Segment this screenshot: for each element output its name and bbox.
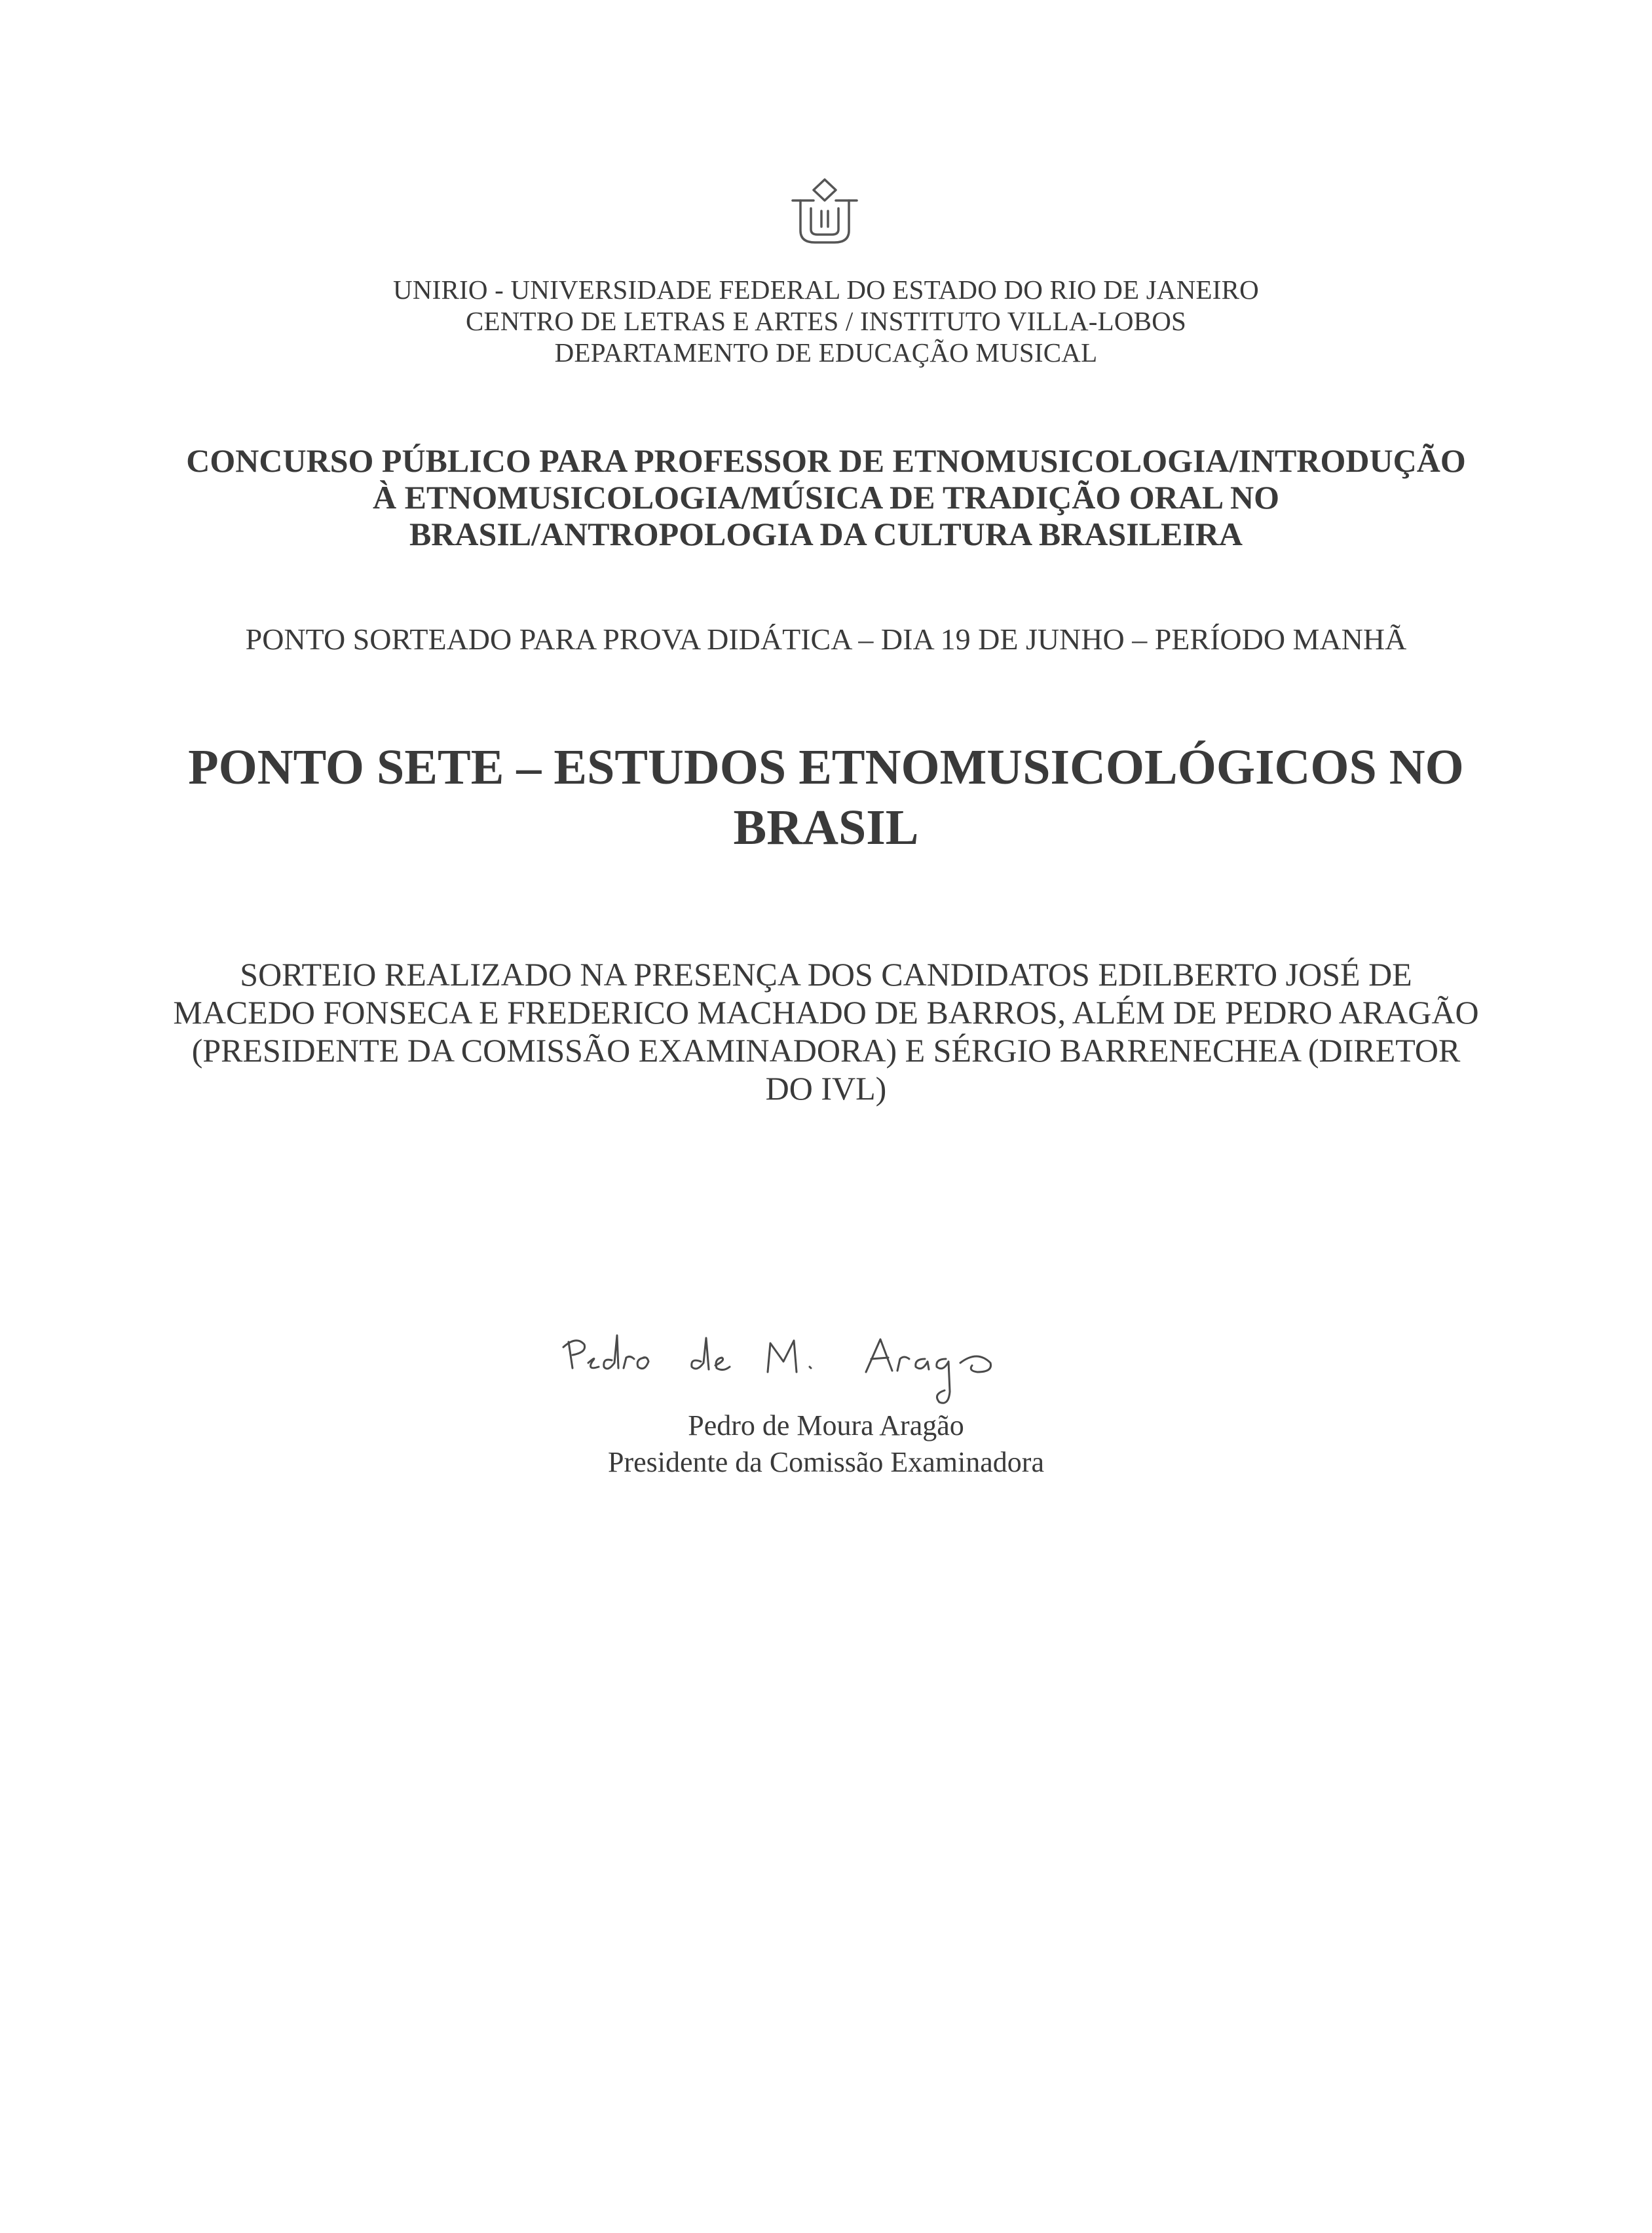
- contest-title-line: À ETNOMUSICOLOGIA/MÚSICA DE TRADIÇÃO ORAL NO: [373, 479, 1279, 516]
- institution-header: [0, 274, 1652, 368]
- university-logo-icon: [783, 176, 866, 246]
- drawn-topic-line: BRASIL: [733, 800, 919, 855]
- institution-line: CENTRO DE LETRAS E ARTES / INSTITUTO VILLA-LOBOS: [465, 306, 1187, 336]
- drawn-topic-line: PONTO SETE – ESTUDOS ETNOMUSICOLÓGICOS NO: [188, 740, 1464, 795]
- draw-date-text: PONTO SORTEADO PARA PROVA DIDÁTICA – DIA 19 DE JUNHO – PERÍODO MANHÃ: [245, 622, 1407, 656]
- witness-line: MACEDO FONSECA E FREDERICO MACHADO DE BARROS, ALÉM DE PEDRO ARAGÃO: [173, 994, 1479, 1031]
- contest-title: [0, 442, 1652, 552]
- contest-title-line: CONCURSO PÚBLICO PARA PROFESSOR DE ETNOMUSICOLOGIA/INTRODUÇÃO: [186, 442, 1466, 479]
- institution-line: UNIRIO - UNIVERSIDADE FEDERAL DO ESTADO DO RIO DE JANEIRO: [393, 275, 1259, 305]
- signatory-role: Presidente da Comissão Examinadora: [608, 1446, 1044, 1478]
- drawn-topic: [0, 737, 1652, 858]
- signature-block: [0, 1407, 1652, 1481]
- institution-line: DEPARTAMENTO DE EDUCAÇÃO MUSICAL: [554, 337, 1098, 368]
- contest-title-line: BRASIL/ANTROPOLOGIA DA CULTURA BRASILEIRA: [409, 516, 1243, 552]
- witness-line: (PRESIDENTE DA COMISSÃO EXAMINADORA) E SÉRGIO BARRENECHEA (DIRETOR: [191, 1032, 1461, 1069]
- witness-line: DO IVL): [765, 1070, 887, 1107]
- witness-line: SORTEIO REALIZADO NA PRESENÇA DOS CANDIDATOS EDILBERTO JOSÉ DE: [240, 956, 1412, 993]
- signatory-name: Pedro de Moura Aragão: [688, 1409, 964, 1441]
- witness-statement: [0, 955, 1652, 1107]
- draw-date-line: [0, 621, 1652, 658]
